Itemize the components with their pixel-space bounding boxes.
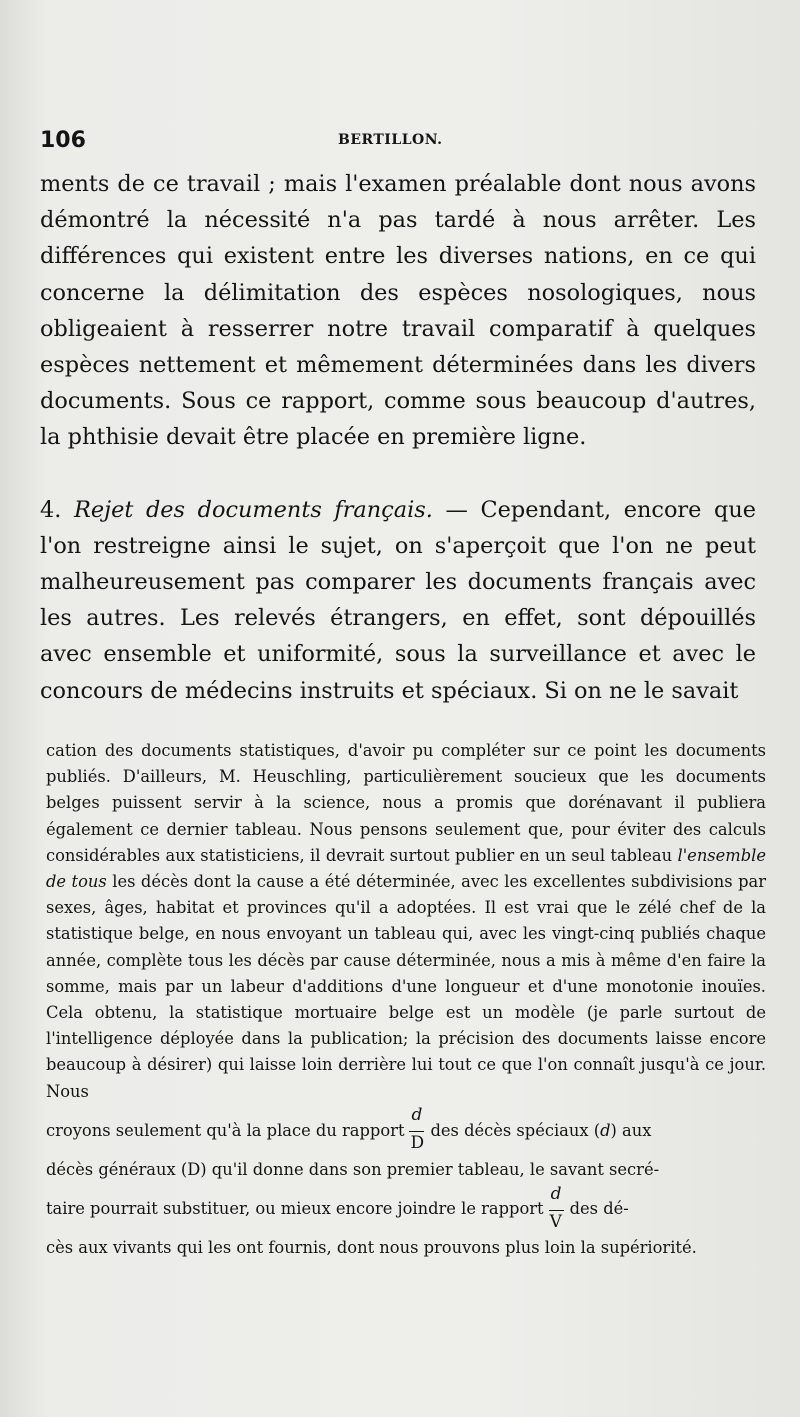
footnote-text-4b: des dé-: [569, 1199, 629, 1219]
footnote-line-ratio-1: [46, 1105, 766, 1157]
fraction-denominator: D: [410, 1133, 425, 1154]
section-title: Rejet des documents français.: [74, 496, 433, 523]
page-header: [40, 128, 760, 156]
fraction-bar: [409, 1131, 424, 1132]
fraction-numerator: d: [550, 1183, 562, 1204]
footnote-text-1: cation des documents statistiques, d'avoir pu compléter sur ce point les documents publiés. D'ailleurs, M. Heuschling, particulièrement soucieux que les documents belges puissent servir à la science, nous a promis que dorénavant il publiera également ce dernier tableau. Nous pensons seulement que, pour éviter des calculs considérables aux statisticiens, il devrait surtout publier en un seul tableau: [46, 741, 766, 865]
footnote-text-4a: taire pourrait substituer, ou mieux encore joindre le rapport: [46, 1199, 544, 1219]
footnote: [46, 738, 766, 1261]
footnote-block-1: [46, 738, 766, 1105]
footnote-text-3b: des décès spéciaux (: [430, 1120, 601, 1140]
main-text: [40, 166, 756, 709]
footnote-block-2: cès aux vivants qui les ont fournis, dont nous prouvons plus loin la supériorité.: [46, 1238, 697, 1258]
section-number: 4.: [40, 496, 62, 523]
running-title: BERTILLON.: [338, 132, 443, 148]
paragraph-2-text: — Cependant, encore que l'on restreigne ainsi le sujet, on s'aperçoit que l'on ne peut malheureusement pas comparer les documents français avec les autres. Les relevés étrangers, en effet, sont dépouillés avec ensemble et uniformité, sous la surveillance et avec le concours de médecins instruits et spéciaux. Si on ne le savait: [40, 496, 757, 704]
footnote-text-3a: croyons seulement qu'à la place du rapport: [46, 1120, 405, 1140]
footnote-italic-d: d: [600, 1120, 611, 1140]
paragraph-1: ments de ce travail ; mais l'examen préalable dont nous avons démontré la nécessité n'a pas tardé à nous arrêter. Les différences qui existent entre les diverses nations, en ce qui concerne la délimitation des espèces nosologiques, nous obligeaient à resserrer notre travail comparatif à quelques espèces nettement et mêmement déterminées dans les divers documents. Sous ce rapport, comme sous beaucoup d'autres, la phthisie devait être placée en première ligne.: [40, 171, 756, 451]
page-number: 106: [40, 128, 86, 153]
footnote-text-2: les décès dont la cause a été déterminée, avec les excellentes subdivisions par sexes, âges, habitat et provinces qu'il a adoptées. Il est vrai que le zélé chef de la statistique belge, en nous envoyant un tableau qui, avec les vingt-cinq publiés chaque année, complète tous les décès par cause déterminée, nous a mis à même d'en faire la somme, mais par un labeur d'additions d'une longueur et d'une monotonie inouïes. Cela obtenu, la statistique mortuaire belge est un modèle (je parle surtout de l'intelligence déployée dans la publication; la précision des documents laisse encore beaucoup à désirer) qui laisse loin derrière lui tout ce que l'on connaît jusqu'à ce jour. Nous: [46, 872, 767, 1101]
footnote-italic-phrase: l'ensemble de tous: [46, 845, 766, 892]
footnote-text-3c: ) aux: [610, 1120, 652, 1140]
fraction-numerator: d: [411, 1105, 423, 1126]
fraction-denominator: V: [549, 1211, 562, 1232]
footnote-line-b: décès généraux (D) qu'il donne dans son premier tableau, le savant secré-: [46, 1159, 660, 1179]
paragraph-2: [40, 492, 756, 709]
fraction-d-over-V: [548, 1184, 566, 1236]
fraction-d-over-D: [408, 1105, 426, 1157]
fraction-bar: [549, 1210, 564, 1211]
footnote-line-ratio-2: [46, 1183, 766, 1235]
